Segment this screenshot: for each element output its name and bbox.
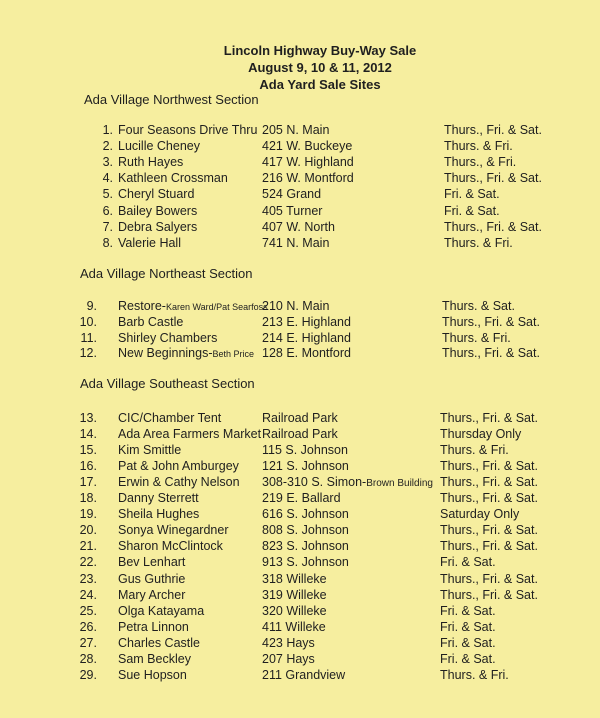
entry-number: 5. bbox=[102, 187, 113, 202]
entry-number: 10. bbox=[79, 314, 97, 329]
entry-number: 18. bbox=[79, 491, 97, 506]
seller-name-text: Four Seasons Drive Thru bbox=[118, 123, 258, 137]
sale-address bbox=[262, 426, 338, 442]
seller-name-text: Valerie Hall bbox=[118, 235, 181, 250]
sale-address bbox=[262, 122, 329, 138]
entry-number: 16. bbox=[79, 459, 97, 474]
sale-address bbox=[262, 619, 326, 635]
seller-name bbox=[118, 554, 185, 570]
seller-name-text: Gus Guthrie bbox=[118, 571, 186, 586]
sale-address-text: 216 W. Montford bbox=[262, 171, 354, 186]
sale-address bbox=[262, 603, 327, 619]
list-item bbox=[0, 203, 600, 219]
seller-note: Karen Ward/Pat Searfoss bbox=[165, 302, 268, 312]
sale-address bbox=[262, 667, 345, 683]
seller-name-text: Olga Katayama bbox=[118, 603, 205, 618]
sale-address-text: 616 S. Johnson bbox=[262, 507, 349, 522]
sale-address bbox=[262, 442, 348, 458]
entry-number: 14. bbox=[79, 427, 97, 442]
seller-name bbox=[118, 330, 217, 346]
sale-days: Thurs., Fri. & Sat. bbox=[440, 491, 538, 506]
seller-name bbox=[118, 219, 197, 235]
seller-name-text: Danny Sterrett bbox=[118, 491, 199, 506]
entry-number: 7. bbox=[102, 219, 113, 234]
sale-days: Thurs., Fri. & Sat. bbox=[440, 523, 538, 538]
sale-address-text: 417 W. Highland bbox=[262, 155, 354, 170]
entry-number: 13. bbox=[79, 411, 97, 425]
sale-days: Thurs. & Fri. bbox=[444, 139, 513, 154]
sale-address-text: 524 Grand bbox=[262, 187, 322, 202]
section-heading: Ada Village Southeast Section bbox=[80, 376, 255, 391]
list-item bbox=[0, 474, 600, 490]
entry-number: 1. bbox=[102, 123, 113, 137]
entry-number: 3. bbox=[102, 155, 113, 170]
list-item bbox=[0, 458, 600, 474]
sale-days: Thurs., Fri. & Sat. bbox=[440, 587, 538, 602]
sale-address bbox=[262, 651, 315, 667]
sale-address-text: 207 Hays bbox=[262, 651, 315, 666]
entry-number: 11. bbox=[80, 330, 97, 345]
section-heading: Ada Village Northwest Section bbox=[84, 92, 259, 107]
seller-name-text: Sam Beckley bbox=[118, 651, 191, 666]
seller-name-text: CIC/Chamber Tent bbox=[118, 411, 222, 425]
list-item bbox=[0, 603, 600, 619]
entry-number: 23. bbox=[79, 571, 97, 586]
flyer-title: Lincoln Highway Buy-Way Sale bbox=[223, 43, 417, 58]
sale-days: Fri. & Sat. bbox=[440, 603, 496, 618]
sale-days: Thurs., Fri. & Sat. bbox=[444, 219, 542, 234]
list-item bbox=[0, 345, 600, 361]
sale-address bbox=[262, 330, 351, 346]
seller-name bbox=[118, 410, 221, 426]
seller-name-text: Erwin & Cathy Nelson bbox=[118, 475, 240, 490]
seller-name bbox=[118, 603, 204, 619]
entry-number: 4. bbox=[102, 171, 113, 186]
entry-number: 19. bbox=[79, 507, 97, 522]
list-item bbox=[0, 522, 600, 538]
seller-note: Beth Price bbox=[212, 349, 255, 360]
sale-address bbox=[262, 170, 354, 186]
sale-address-text: 320 Willeke bbox=[262, 603, 327, 618]
sale-days: Thurs. & Fri. bbox=[442, 330, 511, 345]
list-item bbox=[0, 219, 600, 235]
seller-name-text: Bailey Bowers bbox=[118, 203, 198, 218]
entry-number: 21. bbox=[79, 539, 97, 554]
seller-name bbox=[118, 154, 183, 170]
list-item bbox=[0, 490, 600, 506]
entry-number: 15. bbox=[79, 443, 97, 458]
sale-days: Thurs., Fri. & Sat. bbox=[442, 314, 540, 329]
sale-address bbox=[262, 554, 349, 570]
seller-name-text: New Beginnings- bbox=[118, 346, 213, 361]
list-item bbox=[0, 651, 600, 667]
list-item bbox=[0, 170, 600, 186]
seller-name bbox=[118, 426, 261, 442]
list-item bbox=[0, 410, 600, 426]
seller-name bbox=[118, 587, 185, 603]
list-item bbox=[0, 506, 600, 522]
seller-name-text: Sheila Hughes bbox=[118, 507, 200, 522]
entry-number: 6. bbox=[102, 203, 113, 218]
sale-address bbox=[262, 587, 327, 603]
sale-address-text: 421 W. Buckeye bbox=[262, 139, 353, 154]
seller-name bbox=[118, 635, 200, 651]
list-item bbox=[0, 330, 600, 346]
sale-address-text: Railroad Park bbox=[262, 427, 338, 442]
entry-number: 17. bbox=[79, 475, 97, 490]
list-item bbox=[0, 442, 600, 458]
seller-name bbox=[118, 186, 194, 202]
list-item bbox=[0, 314, 600, 330]
sale-address-text: 214 E. Highland bbox=[262, 330, 351, 345]
sale-days: Thurs., Fri. & Sat. bbox=[440, 475, 538, 490]
list-item bbox=[0, 587, 600, 603]
seller-name-text: Sonya Winegardner bbox=[118, 523, 229, 538]
seller-name-text: Charles Castle bbox=[118, 635, 200, 650]
seller-name bbox=[118, 203, 197, 219]
sale-address-text: Railroad Park bbox=[262, 411, 338, 425]
seller-name bbox=[118, 667, 187, 683]
sale-address-text: 808 S. Johnson bbox=[262, 523, 349, 538]
list-item bbox=[0, 571, 600, 587]
list-item bbox=[0, 235, 600, 251]
sale-address-text: 407 W. North bbox=[262, 219, 335, 234]
seller-name-text: Mary Archer bbox=[118, 587, 186, 602]
flyer-dates: August 9, 10 & 11, 2012 bbox=[248, 60, 392, 75]
entry-number: 29. bbox=[79, 667, 97, 682]
sale-address bbox=[262, 186, 321, 202]
sale-days: Fri. & Sat. bbox=[444, 203, 500, 218]
seller-name-text: Shirley Chambers bbox=[118, 330, 218, 345]
sale-address-text: 411 Willeke bbox=[262, 619, 326, 634]
seller-name-text: Bev Lenhart bbox=[118, 555, 186, 570]
list-item bbox=[0, 122, 600, 138]
entry-number: 8. bbox=[102, 235, 113, 250]
sale-days: Thurs., Fri. & Sat. bbox=[442, 346, 540, 361]
sale-address bbox=[262, 458, 349, 474]
seller-name-text: Cheryl Stuard bbox=[118, 187, 195, 202]
entry-number: 9. bbox=[86, 299, 97, 313]
list-item bbox=[0, 619, 600, 635]
list-item bbox=[0, 554, 600, 570]
seller-name-text: Debra Salyers bbox=[118, 219, 198, 234]
sale-address bbox=[262, 538, 349, 554]
sale-address-text: 308-310 S. Simon- bbox=[262, 475, 367, 490]
entry-number: 2. bbox=[102, 139, 113, 154]
list-item bbox=[0, 186, 600, 202]
sale-days: Thurs., & Fri. bbox=[444, 155, 517, 170]
sale-address-text: 423 Hays bbox=[262, 635, 315, 650]
sale-address bbox=[262, 635, 315, 651]
seller-name bbox=[118, 170, 228, 186]
seller-name-text: Ruth Hayes bbox=[118, 155, 184, 170]
sale-address bbox=[262, 490, 341, 506]
sale-address-text: 213 E. Highland bbox=[262, 314, 351, 329]
entry-number: 22. bbox=[79, 555, 97, 570]
seller-name-text: Kathleen Crossman bbox=[118, 171, 228, 186]
sale-address-text: 211 Grandview bbox=[262, 667, 346, 682]
sale-address bbox=[262, 138, 352, 154]
sale-address-text: 219 E. Ballard bbox=[262, 491, 341, 506]
list-item bbox=[0, 426, 600, 442]
sale-address bbox=[262, 571, 327, 587]
sale-address bbox=[262, 235, 329, 251]
seller-name bbox=[118, 538, 223, 554]
seller-name-text: Petra Linnon bbox=[118, 619, 189, 634]
seller-name bbox=[118, 138, 200, 154]
seller-name bbox=[118, 235, 181, 251]
sale-days: Saturday Only bbox=[440, 507, 520, 522]
list-item bbox=[0, 667, 600, 683]
sale-days: Thurs. & Fri. bbox=[444, 235, 513, 250]
seller-name-text: Sue Hopson bbox=[118, 667, 187, 682]
sale-address-text: 115 S. Johnson bbox=[262, 443, 348, 458]
entry-number: 27. bbox=[79, 635, 97, 650]
seller-name-text: Lucille Cheney bbox=[118, 139, 200, 154]
sale-address bbox=[262, 219, 335, 235]
sale-address bbox=[262, 506, 349, 522]
seller-name bbox=[118, 474, 240, 490]
seller-name-text: Sharon McClintock bbox=[118, 539, 223, 554]
sale-days: Thurs., Fri. & Sat. bbox=[440, 411, 538, 425]
sale-address bbox=[262, 203, 322, 219]
list-item bbox=[0, 138, 600, 154]
sale-address bbox=[262, 314, 351, 330]
list-item bbox=[0, 635, 600, 651]
sale-address bbox=[262, 154, 354, 170]
sale-address bbox=[262, 345, 351, 361]
sale-address-text: 405 Turner bbox=[262, 203, 323, 218]
list-item bbox=[0, 298, 600, 314]
seller-name bbox=[118, 651, 191, 667]
sale-address-text: 319 Willeke bbox=[262, 587, 327, 602]
sale-days: Thurs. & Fri. bbox=[440, 443, 509, 458]
entry-number: 20. bbox=[79, 523, 97, 538]
entry-number: 26. bbox=[79, 619, 97, 634]
address-note: Brown Building bbox=[366, 478, 433, 490]
sale-days: Fri. & Sat. bbox=[440, 635, 496, 650]
seller-name-text: Restore- bbox=[118, 299, 166, 313]
sale-days: Thurs. & Sat. bbox=[442, 299, 515, 313]
sale-days: Thurs., Fri. & Sat. bbox=[440, 539, 538, 554]
sale-address-text: 741 N. Main bbox=[262, 235, 330, 250]
seller-name bbox=[118, 122, 257, 138]
sale-address-text: 823 S. Johnson bbox=[262, 539, 349, 554]
sale-address-text: 210 N. Main bbox=[262, 299, 330, 313]
sale-days: Thurs., Fri. & Sat. bbox=[444, 171, 542, 186]
sale-address bbox=[262, 298, 329, 314]
list-item bbox=[0, 538, 600, 554]
seller-name-text: Kim Smittle bbox=[118, 443, 182, 458]
sale-days: Thurs., Fri. & Sat. bbox=[444, 123, 542, 137]
sale-address-text: 913 S. Johnson bbox=[262, 555, 349, 570]
seller-name-text: Pat & John Amburgey bbox=[118, 459, 239, 474]
seller-name-text: Barb Castle bbox=[118, 314, 184, 329]
sale-days: Thurs. & Fri. bbox=[440, 667, 509, 682]
list-item bbox=[0, 154, 600, 170]
sale-days: Fri. & Sat. bbox=[444, 187, 500, 202]
section-heading: Ada Village Northeast Section bbox=[80, 266, 253, 281]
flyer-subtitle: Ada Yard Sale Sites bbox=[259, 77, 381, 92]
seller-name bbox=[118, 314, 183, 330]
seller-name bbox=[118, 442, 181, 458]
seller-name bbox=[118, 522, 228, 538]
sale-days: Thursday Only bbox=[440, 427, 522, 442]
seller-name bbox=[118, 458, 239, 474]
seller-name bbox=[118, 619, 189, 635]
sale-address-text: 318 Willeke bbox=[262, 571, 327, 586]
sale-address-text: 128 E. Montford bbox=[262, 346, 351, 361]
seller-name bbox=[118, 490, 199, 506]
entry-number: 24. bbox=[79, 587, 97, 602]
sale-days: Thurs., Fri. & Sat. bbox=[440, 459, 538, 474]
sale-days: Fri. & Sat. bbox=[440, 555, 496, 570]
seller-name bbox=[118, 506, 199, 522]
sale-days: Fri. & Sat. bbox=[440, 651, 496, 666]
seller-name bbox=[118, 298, 268, 315]
entry-number: 12. bbox=[79, 346, 97, 361]
seller-name bbox=[118, 345, 254, 362]
sale-address-text: 121 S. Johnson bbox=[262, 459, 349, 474]
sale-address-text: 205 N. Main bbox=[262, 123, 330, 137]
seller-name-text: Ada Area Farmers Market bbox=[118, 427, 262, 442]
sale-days: Thurs., Fri. & Sat. bbox=[440, 571, 538, 586]
sale-days: Fri. & Sat. bbox=[440, 619, 496, 634]
entry-number: 25. bbox=[79, 603, 97, 618]
seller-name bbox=[118, 571, 185, 587]
entry-number: 28. bbox=[79, 651, 97, 666]
sale-address bbox=[262, 410, 338, 426]
sale-address bbox=[262, 522, 349, 538]
